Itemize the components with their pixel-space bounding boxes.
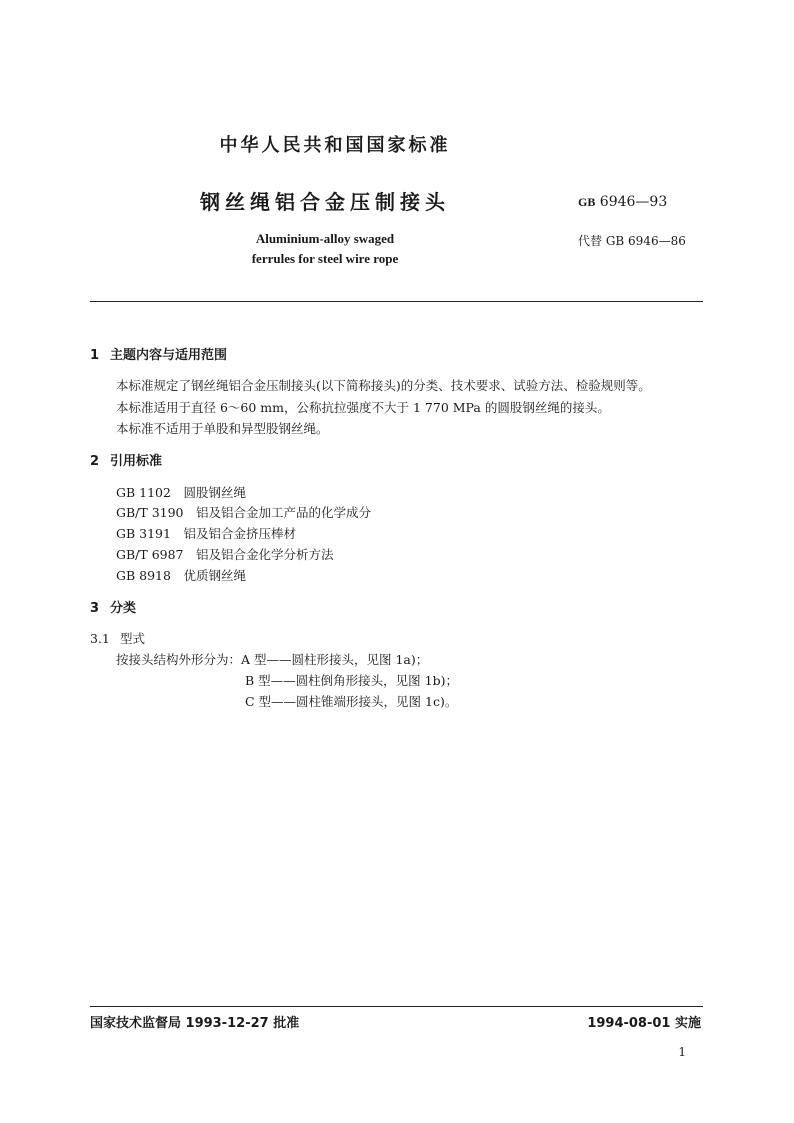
section-1-title: 主题内容与适用范围 — [110, 348, 228, 363]
section-1-para: 本标准规定了钢丝绳铝合金压制接头(以下简称接头)的分类、技术要求、试验方法、检验规则等。 — [116, 378, 651, 393]
implementation-date: 1994-08-01 实施 — [587, 1016, 701, 1031]
type-item: B 型——圆柱倒角形接头，见图 1b)； — [245, 673, 458, 688]
reference-item: GB/T 6987 铝及铝合金化学分析方法 — [116, 547, 334, 562]
approval-note: 国家技术监督局 1993-12-27 批准 — [90, 1016, 300, 1031]
section-1-para: 本标准不适用于单股和异型股钢丝绳。 — [116, 421, 329, 436]
type-item: 按接头结构外形分为：A 型——圆柱形接头，见图 1a)； — [116, 652, 429, 667]
subsection-3-1-heading — [90, 629, 145, 647]
type-item: C 型——圆柱锥端形接头，见图 1c)。 — [245, 694, 458, 709]
standard-number — [578, 194, 667, 210]
reference-item: GB 1102 圆股钢丝绳 — [116, 485, 246, 500]
replaces-note: 代替 GB 6946—86 — [578, 234, 686, 248]
reference-item: GB 3191 铝及铝合金挤压棒材 — [116, 526, 296, 541]
standard-prefix: GB — [578, 195, 596, 209]
english-title-line1: Aluminium-alloy swaged — [255, 231, 395, 246]
footer-divider — [90, 1006, 703, 1007]
section-1-heading — [90, 344, 227, 363]
section-3-title: 分类 — [110, 601, 137, 616]
section-1-para: 本标准适用于直径 6～60 mm，公称抗拉强度不大于 1 770 MPa 的圆股钢丝绳的接头。 — [116, 400, 610, 415]
english-title-line2: ferrules for steel wire rope — [251, 251, 399, 266]
reference-item: GB/T 3190 铝及铝合金加工产品的化学成分 — [116, 505, 372, 520]
section-3-number: 3 — [90, 601, 100, 616]
national-standard-heading: 中华人民共和国国家标准 — [219, 135, 451, 156]
subsection-3-1-number: 3.1 — [90, 631, 110, 646]
section-3-heading — [90, 597, 136, 616]
section-1-number: 1 — [90, 348, 100, 363]
subsection-3-1-title: 型式 — [120, 631, 146, 646]
section-2-heading — [90, 450, 162, 469]
page-number: 1 — [678, 1045, 686, 1059]
reference-item: GB 8918 优质钢丝绳 — [116, 568, 246, 583]
section-2-title: 引用标准 — [110, 454, 163, 469]
header-divider — [90, 301, 703, 302]
document-title: 钢丝绳铝合金压制接头 — [200, 190, 450, 214]
standard-code: 6946—93 — [599, 194, 668, 210]
section-2-number: 2 — [90, 454, 100, 469]
